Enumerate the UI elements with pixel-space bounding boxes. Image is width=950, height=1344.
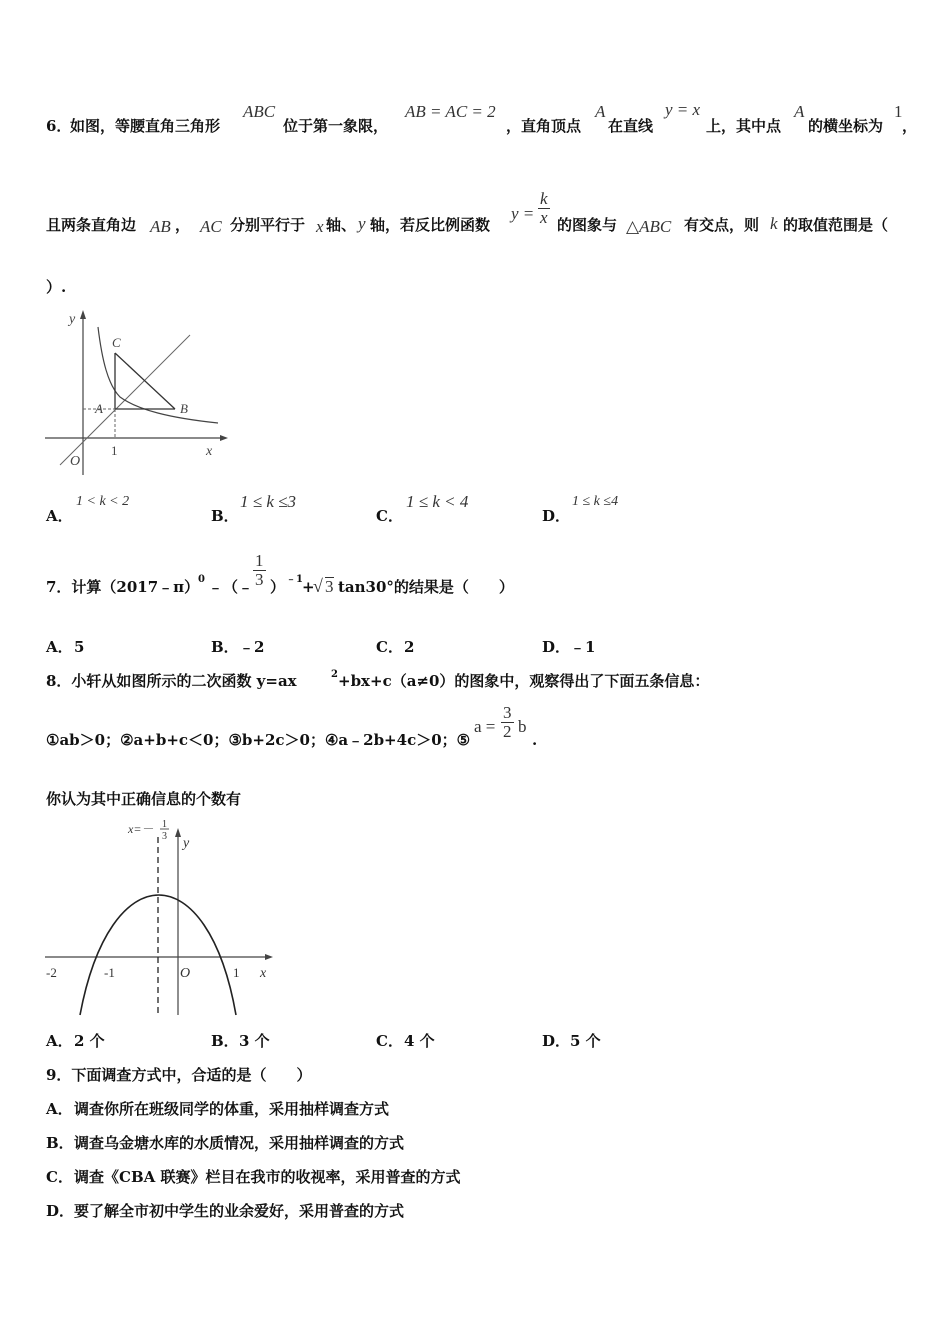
q8-dot: . <box>532 731 538 749</box>
q9-option-b-text: 调查乌金塘水库的水质情况，采用抽样调查的方式 <box>74 1134 405 1152</box>
q6-math-1: 1 <box>894 102 903 121</box>
q6-label-y: y <box>69 312 76 327</box>
q6-line2-text-3: 轴、 <box>326 216 357 234</box>
q6-line2-text-1: 且两条直角边 <box>46 216 137 234</box>
q6-option-d-label[interactable]: D． <box>542 507 571 525</box>
q8-math-b: b <box>518 717 527 736</box>
q6-option-b-math: 1 ≤ k ≤3 <box>240 492 296 511</box>
q6-math-a: A <box>595 102 606 121</box>
q8-label-neg2: -2 <box>46 965 57 980</box>
q6-option-a-math: 1 < k < 2 <box>76 494 130 509</box>
q6-text-7: ， <box>902 117 918 135</box>
q6-line2-text-4: 轴，若反比例函数 <box>370 216 491 234</box>
q6-fraction-k-over-x <box>538 190 550 227</box>
q6-label-o: O <box>70 454 81 469</box>
q8-text-1: 8．小轩从如图所示的二次函数 y=ax <box>46 672 297 690</box>
q7-text-3: ） <box>270 578 286 596</box>
q8-option-d-text: 5 个 <box>570 1032 601 1050</box>
q6-fraction-num: k <box>540 189 548 208</box>
q6-text-1: 如图，等腰直角三角形 <box>70 117 221 135</box>
q6-line2-text-2: 分别平行于 <box>230 216 306 234</box>
q7-option-a-text: 5 <box>74 638 85 656</box>
q6-math-abc: ABC <box>243 102 276 121</box>
q8-label-o: O <box>180 966 191 981</box>
q9-option-c-label[interactable]: C． <box>46 1168 73 1186</box>
q7-radicand: 3 <box>325 577 334 596</box>
q6-math-yx: y = x <box>665 100 701 119</box>
q6-tick-1: 1 <box>111 443 118 458</box>
q6-option-c-math: 1 ≤ k < 4 <box>406 492 469 511</box>
q8-option-a-text: 2 个 <box>74 1032 105 1050</box>
q8-math-a-eq: a = <box>474 717 496 736</box>
q6-math-ab: AB <box>150 217 171 236</box>
q7-fraction <box>253 552 266 589</box>
q6-label-x: x <box>206 444 213 459</box>
q6-figure <box>40 305 230 480</box>
q7-text-5: tan30°的结果是（ ） <box>338 578 514 596</box>
q6-label-a: A <box>95 401 103 416</box>
q8-question: 你认为其中正确信息的个数有 <box>46 790 242 808</box>
q8-sup-2: 2 <box>331 669 338 680</box>
q8-option-a-label[interactable]: A． <box>46 1032 73 1050</box>
q7-option-a-label[interactable]: A． <box>46 638 73 656</box>
q6-math-ac: AC <box>200 217 222 236</box>
q6-math-a2: A <box>794 102 805 121</box>
q8-option-b-label[interactable]: B． <box>211 1032 239 1050</box>
q6-option-a-label[interactable]: A． <box>46 507 73 525</box>
q6-text-6: 的横坐标为 <box>808 117 884 135</box>
q7-text-2: ﹣（﹣ <box>208 578 254 596</box>
q6-line2-text-7: 的取值范围是（ <box>783 216 889 234</box>
q6-line3: ）. <box>46 278 67 296</box>
q8-y-arrow <box>175 828 181 837</box>
q8-text-2: +bx+c（a≠0）的图象中，观察得出了下面五条信息： <box>338 672 710 690</box>
q6-math-ab-ac: AB = AC = 2 <box>405 102 496 121</box>
q7-option-c-text: 2 <box>404 638 415 656</box>
q6-option-b-label[interactable]: B． <box>211 507 239 525</box>
q6-text-5: 上，其中点 <box>706 117 782 135</box>
q9-option-b-label[interactable]: B． <box>46 1134 74 1152</box>
q6-math-x: x <box>316 217 324 236</box>
q6-line2-text-6: 有交点，则 <box>684 216 760 234</box>
q8-option-c-text: 4 个 <box>404 1032 435 1050</box>
q9-option-a-text: 调查你所在班级同学的体重，采用抽样调查方式 <box>74 1100 390 1118</box>
q7-fraction-den: 3 <box>255 570 264 589</box>
q6-label-b: B <box>180 401 188 416</box>
q6-option-d-math: 1 ≤ k ≤4 <box>572 494 619 509</box>
q9-stem: 9．下面调查方式中，合适的是（ ） <box>46 1066 312 1084</box>
q8-info: ①ab＞0；②a+b+c＜0；③b+2c＞0；④a﹣2b+4c＞0；⑤ <box>46 731 471 749</box>
q8-fraction-num: 3 <box>503 703 512 722</box>
q6-label-c: C <box>112 335 121 350</box>
q6-math-triangle: △ABC <box>626 217 672 236</box>
q9-option-d-text: 要了解全市初中学生的业余爱好，采用普查的方式 <box>74 1202 405 1220</box>
q6-text-4: 在直线 <box>608 117 654 135</box>
q8-option-b-text: 3 个 <box>239 1032 270 1050</box>
q7-text-4: + <box>302 578 315 596</box>
q9-option-d-label[interactable]: D． <box>46 1202 75 1220</box>
q9-option-a-label[interactable]: A． <box>46 1100 73 1118</box>
q7-text-1: 7．计算（2017﹣π） <box>46 578 200 596</box>
q8-option-c-label[interactable]: C． <box>376 1032 403 1050</box>
q8-fraction-den: 2 <box>503 722 512 741</box>
q7-fraction-num: 1 <box>255 551 264 570</box>
q8-fraction <box>501 704 514 741</box>
q6-math-y: y <box>358 214 366 233</box>
q8-label-xeq-den: 3 <box>162 831 167 842</box>
q7-sup-neg1: ﹣1 <box>286 574 303 585</box>
q8-option-d-label[interactable]: D． <box>542 1032 571 1050</box>
q6-fraction-den: x <box>540 208 548 227</box>
q6-option-c-label[interactable]: C． <box>376 507 403 525</box>
q6-math-y-eq: y = <box>511 204 535 223</box>
q8-x-arrow <box>265 954 273 960</box>
q8-label-neg1: -1 <box>104 965 115 980</box>
q8-label-x: x <box>260 966 267 981</box>
q8-figure <box>40 815 280 1020</box>
q6-line2-text-5: 的图象与 <box>557 216 618 234</box>
q8-label-xeq-num: 1 <box>162 819 167 830</box>
q9-option-c-text: 调查《CBA 联赛》栏目在我市的收视率，采用普查的方式 <box>74 1168 461 1186</box>
q7-sqrt-symbol: √ <box>313 576 323 596</box>
q6-number: 6． <box>46 117 72 135</box>
q7-sup-0: 0 <box>198 574 205 585</box>
q7-option-d-text: ﹣1 <box>570 638 596 656</box>
q7-option-b-label[interactable]: B． <box>211 638 239 656</box>
q6-comma: ， <box>175 216 191 234</box>
q6-math-k: k <box>770 214 778 233</box>
q7-option-d-label[interactable]: D． <box>542 638 571 656</box>
q6-text-2: 位于第一象限， <box>283 117 389 135</box>
q8-label-y: y <box>183 836 190 851</box>
q8-label-xeq: x=－ <box>128 822 154 836</box>
q7-option-b-text: ﹣2 <box>239 638 265 656</box>
q7-option-c-label[interactable]: C． <box>376 638 403 656</box>
q6-y-arrow <box>80 310 86 319</box>
q6-x-arrow <box>220 435 228 441</box>
q8-label-1: 1 <box>233 965 240 980</box>
q6-text-3: ，直角顶点 <box>506 117 582 135</box>
